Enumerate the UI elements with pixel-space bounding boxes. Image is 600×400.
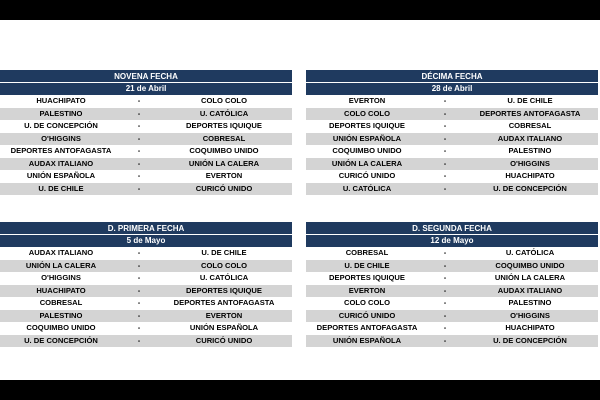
match-separator: - [137,298,141,307]
home-team: COLO COLO [344,108,390,118]
fixture-card-primera [0,222,292,347]
home-team: PALESTINO [39,310,83,320]
home-team: COBRESAL [39,298,83,307]
match-separator: - [443,108,447,118]
match-separator: - [137,133,141,143]
home-team: HUACHIPATO [36,285,86,295]
match-row [306,120,598,133]
home-team: U. DE CONCEPCIÓN [24,335,98,345]
match-row [306,170,598,183]
away-team: U. CATÓLICA [505,248,555,257]
home-team: U. DE CHILE [38,183,84,193]
match-separator: - [443,248,447,257]
match-row [0,297,292,310]
match-row [0,108,292,121]
home-team: COQUIMBO UNIDO [26,323,96,332]
away-team: U. DE CONCEPCIÓN [493,183,567,193]
home-team: COQUIMBO UNIDO [332,146,402,155]
away-team: UNIÓN LA CALERA [188,158,260,168]
match-separator: - [443,133,447,143]
home-team: UNIÓN ESPAÑOLA [332,133,402,143]
away-team: UNIÓN LA CALERA [494,273,566,282]
fixture-date: 5 de Mayo [0,234,292,247]
fixture-date: 21 de Abril [0,82,292,95]
away-team: AUDAX ITALIANO [497,285,563,295]
fixtures-canvas [0,20,600,380]
match-separator: - [443,260,447,270]
match-list [306,247,598,347]
match-row [306,133,598,146]
match-separator: - [443,158,447,168]
match-row [306,247,598,260]
home-team: O'HIGGINS [41,273,81,282]
match-separator: - [137,146,141,155]
match-list [0,95,292,195]
home-team: CURICÓ UNIDO [338,310,396,320]
match-row [0,322,292,335]
fixture-title: D. SEGUNDA FECHA [412,224,492,233]
away-team: UNIÓN ESPAÑOLA [189,323,259,332]
match-row [0,272,292,285]
match-separator: - [137,158,141,168]
fixture-card-segunda [306,222,598,347]
home-team: CURICÓ UNIDO [338,171,396,180]
home-team: U. CATÓLICA [342,183,392,193]
away-team: O'HIGGINS [510,158,550,168]
match-separator: - [443,146,447,155]
away-team: U. DE CHILE [507,96,553,105]
away-team: DEPORTES ANTOFAGASTA [479,108,581,118]
away-team: U. DE CHILE [201,248,247,257]
fixture-header [0,70,292,95]
away-team: CURICÓ UNIDO [195,183,253,193]
match-row [306,297,598,310]
fixture-card-novena [0,70,292,195]
away-team: COLO COLO [201,260,247,270]
match-list [0,247,292,347]
match-row [0,120,292,133]
match-row [306,285,598,298]
home-team: DEPORTES ANTOFAGASTA [10,146,112,155]
match-separator: - [443,310,447,320]
match-row [306,310,598,323]
match-row [0,158,292,171]
match-list [306,95,598,195]
match-separator: - [137,260,141,270]
away-team: PALESTINO [508,146,552,155]
home-team: O'HIGGINS [41,133,81,143]
match-separator: - [443,285,447,295]
match-row [306,158,598,171]
match-separator: - [443,298,447,307]
away-team: U. CATÓLICA [199,273,249,282]
away-team: U. CATÓLICA [199,108,249,118]
match-separator: - [137,171,141,180]
match-row [306,335,598,348]
match-row [0,170,292,183]
match-row [0,335,292,348]
match-separator: - [137,323,141,332]
fixture-header [306,222,598,247]
home-team: EVERTON [348,96,386,105]
away-team: DEPORTES IQUIQUE [186,121,262,130]
match-row [306,183,598,196]
match-row [0,285,292,298]
home-team: AUDAX ITALIANO [28,248,94,257]
away-team: U. DE CONCEPCIÓN [493,335,567,345]
away-team: COBRESAL [202,133,246,143]
home-team: AUDAX ITALIANO [28,158,94,168]
match-separator: - [443,335,447,345]
fixture-title: DÉCIMA FECHA [421,72,483,81]
fixture-date: 12 de Mayo [306,234,598,247]
match-separator: - [137,108,141,118]
fixture-date: 28 de Abril [306,82,598,95]
away-team: DEPORTES ANTOFAGASTA [173,298,275,307]
match-separator: - [137,273,141,282]
match-separator: - [443,273,447,282]
away-team: HUACHIPATO [505,323,555,332]
away-team: COLO COLO [201,96,247,105]
home-team: DEPORTES ANTOFAGASTA [316,323,418,332]
match-separator: - [137,335,141,345]
fixture-title: NOVENA FECHA [114,72,178,81]
match-separator: - [137,96,141,105]
away-team: AUDAX ITALIANO [497,133,563,143]
home-team: DEPORTES IQUIQUE [329,273,405,282]
home-team: UNIÓN LA CALERA [331,158,403,168]
home-team: UNIÓN ESPAÑOLA [26,171,96,180]
fixture-header [0,222,292,247]
home-team: COBRESAL [345,248,389,257]
home-team: HUACHIPATO [36,96,86,105]
fixture-card-decima [306,70,598,195]
fixture-header [306,70,598,95]
match-separator: - [137,248,141,257]
match-separator: - [443,171,447,180]
away-team: CURICÓ UNIDO [195,335,253,345]
home-team: UNIÓN ESPAÑOLA [332,335,402,345]
match-row [306,322,598,335]
away-team: DEPORTES IQUIQUE [186,285,262,295]
fixture-title: D. PRIMERA FECHA [107,224,185,233]
home-team: U. DE CHILE [344,260,390,270]
match-separator: - [137,183,141,193]
match-row [306,145,598,158]
away-team: HUACHIPATO [505,171,555,180]
away-team: COBRESAL [508,121,552,130]
match-row [0,95,292,108]
home-team: UNIÓN LA CALERA [25,260,97,270]
home-team: U. DE CONCEPCIÓN [24,121,98,130]
match-row [306,272,598,285]
match-row [0,133,292,146]
match-separator: - [443,323,447,332]
away-team: PALESTINO [508,298,552,307]
match-row [306,108,598,121]
match-row [0,310,292,323]
match-separator: - [137,285,141,295]
away-team: COQUIMBO UNIDO [495,260,565,270]
match-separator: - [443,183,447,193]
away-team: EVERTON [205,310,243,320]
home-team: EVERTON [348,285,386,295]
home-team: DEPORTES IQUIQUE [329,121,405,130]
match-separator: - [137,310,141,320]
match-row [0,183,292,196]
match-separator: - [137,121,141,130]
match-row [0,260,292,273]
match-separator: - [443,96,447,105]
away-team: O'HIGGINS [510,310,550,320]
home-team: COLO COLO [344,298,390,307]
match-row [306,260,598,273]
match-row [306,95,598,108]
match-row [0,247,292,260]
away-team: EVERTON [205,171,243,180]
match-row [0,145,292,158]
away-team: COQUIMBO UNIDO [189,146,259,155]
match-separator: - [443,121,447,130]
home-team: PALESTINO [39,108,83,118]
